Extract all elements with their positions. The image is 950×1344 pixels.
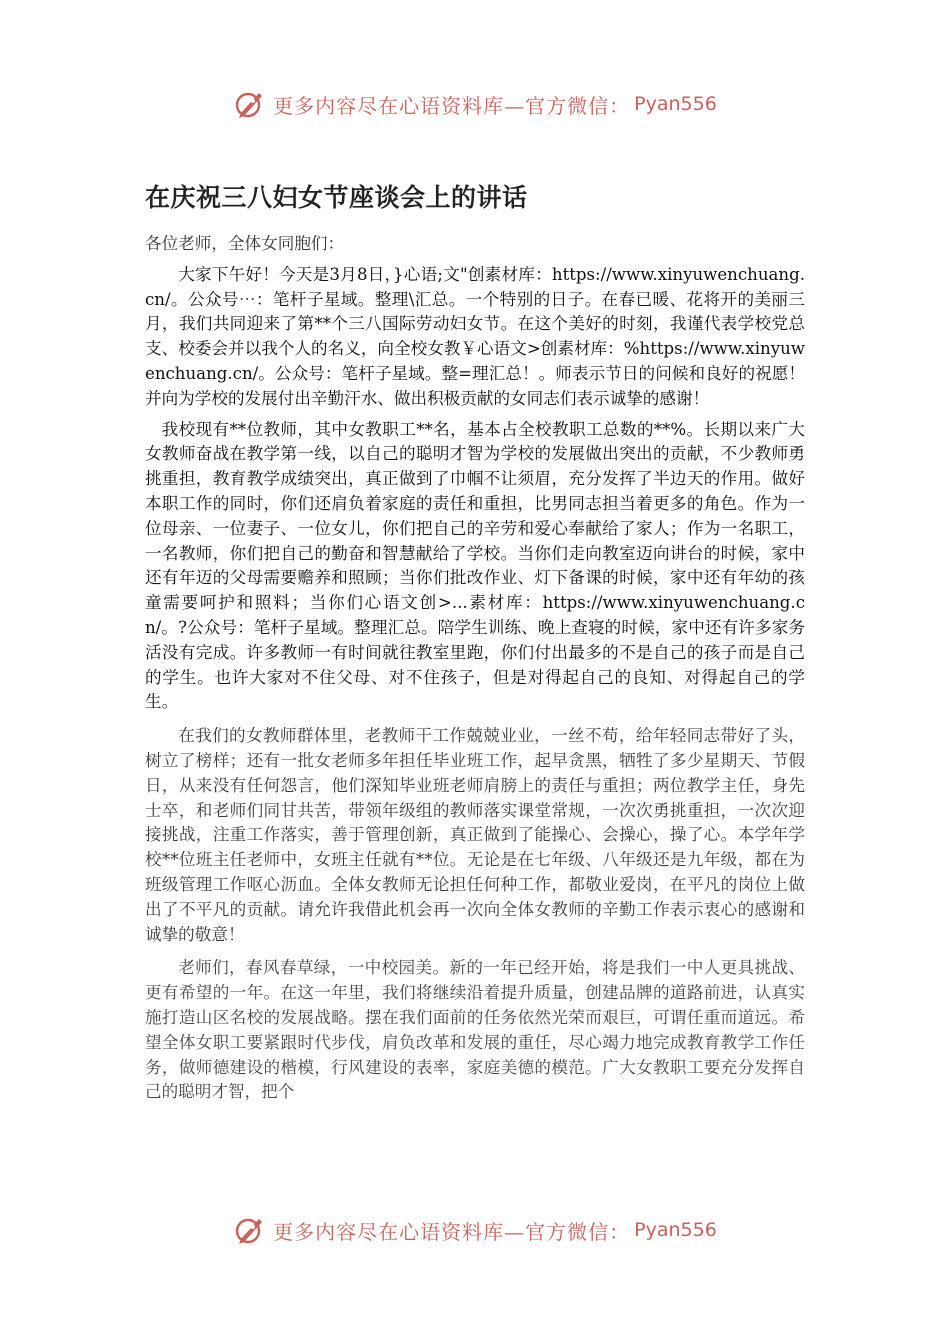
wechat-id: Pyan556 [634,93,717,115]
document-body [145,232,805,1105]
footer-banner [0,1210,950,1250]
paragraph-4: 老师们，春风春草绿，一中校园美。新的一年已经开始，将是我们一中人更具挑战、更有希望的一年。在这一年里，我们将继续沿着提升质量，创建品牌的道路前进，认真实施打造山区名校的发展战略。摆在我们面前的任务依然光荣而艰巨，可谓任重而道远。希望全体女职工要紧跟时代步伐，肩负改革和发展的重任，尽心竭力地完成教育教学工作任务，做师德建设的楷模，行风建设的表率，家庭美德的模范。广大女教职工要充分发挥自己的聪明才智，把个 [145,958,805,1102]
pen-logo-icon [233,87,267,121]
paragraph-2: 我校现有**位教师，其中女教职工**名，基本占全校教职工总数的**%。长期以来广大女教师奋战在教学第一线，以自己的聪明才智为学校的发展做出突出的贡献，不少教师勇挑重担，教育教学成绩突出，真正做到了巾帼不让须眉，充分发挥了半边天的作用。做好本职工作的同时，你们还肩负着家庭的责任和重担，比男同志担当着更多的角色。作为一位母亲、一位妻子、一位女儿，你们把自己的辛劳和爱心奉献给了家人；作为一名职工，一名教师，你们把自己的勤奋和智慧献给了学校。当你们走向教室迈向讲台的时候，家中还有年迈的父母需要赡养和照顾；当你们批改作业、灯下备课的时候，家中还有年幼的孩童需要呵护和照料；当你们心语文创>...素材库：https://www.xinyuwenchuang.cn/。?公众号：笔杆子星域。整理汇总。陪学生训练、晚上查寝的时候，家中还有许多家务活没有完成。许多教师一有时间就往教室里跑，你们付出最多的不是自己的孩子而是自己的学生。也许大家对不住父母、对不住孩子，但是对得起自己的良知、对得起自己的学生。 [145,419,805,712]
page-title: 在庆祝三八妇女节座谈会上的讲话 [145,183,528,212]
paragraph-3: 在我们的女教师群体里，老教师干工作兢兢业业，一丝不苟，给年轻同志带好了头，树立了榜样；还有一批女老师多年担任毕业班工作，起早贪黑，牺牲了多少星期天、节假日，从来没有任何怨言，他们深知毕业班老师肩膀上的责任与重担；两位教学主任，身先士卒，和老师们同甘共苦，带领年级组的教师落实课堂常规，一次次勇挑重担，一次次迎接挑战，注重工作落实，善于管理创新，真正做到了能操心、会操心，操了心。本学年学校**位班主任老师中，女班主任就有**位。无论是在七年级、八年级还是九年级，都在为班级管理工作呕心沥血。全体女教师无论担任何种工作，都敬业爱岗，在平凡的岗位上做出了不平凡的贡献。请允许我借此机会再一次向全体女教师的辛勤工作表示衷心的感谢和诚挚的敬意！ [145,726,805,944]
banner-text: 更多内容尽在心语资料库—官方微信： [273,1219,631,1244]
banner-text: 更多内容尽在心语资料库—官方微信： [273,93,631,118]
salutation: 各位老师，全体女同胞们： [145,234,345,253]
paragraph-1: 大家下午好！今天是3月8日，}心语;文"创素材库：https://www.xinyuwenchuang.cn/。公众号⋯：笔杆子星域。整理\汇总。一个特别的日子。在春已暖、花将开的美丽三月，我们共同迎来了第**个三八国际劳动妇女节。在这个美好的时刻，我谨代表学校党总支、校委会并以我个人的名义，向全校女教￥心语文>创素材库：%https://www.xinyuwenchuang.cn/。公众号：笔杆子星域。整=理汇总！。师表示节日的问候和良好的祝愿！并向为学校的发展付出辛勤汗水、做出积极贡献的女同志们表示诚挚的感谢！ [145,264,805,408]
pen-logo-icon [233,1213,267,1247]
header-banner [0,84,950,124]
wechat-id: Pyan556 [634,1219,717,1241]
